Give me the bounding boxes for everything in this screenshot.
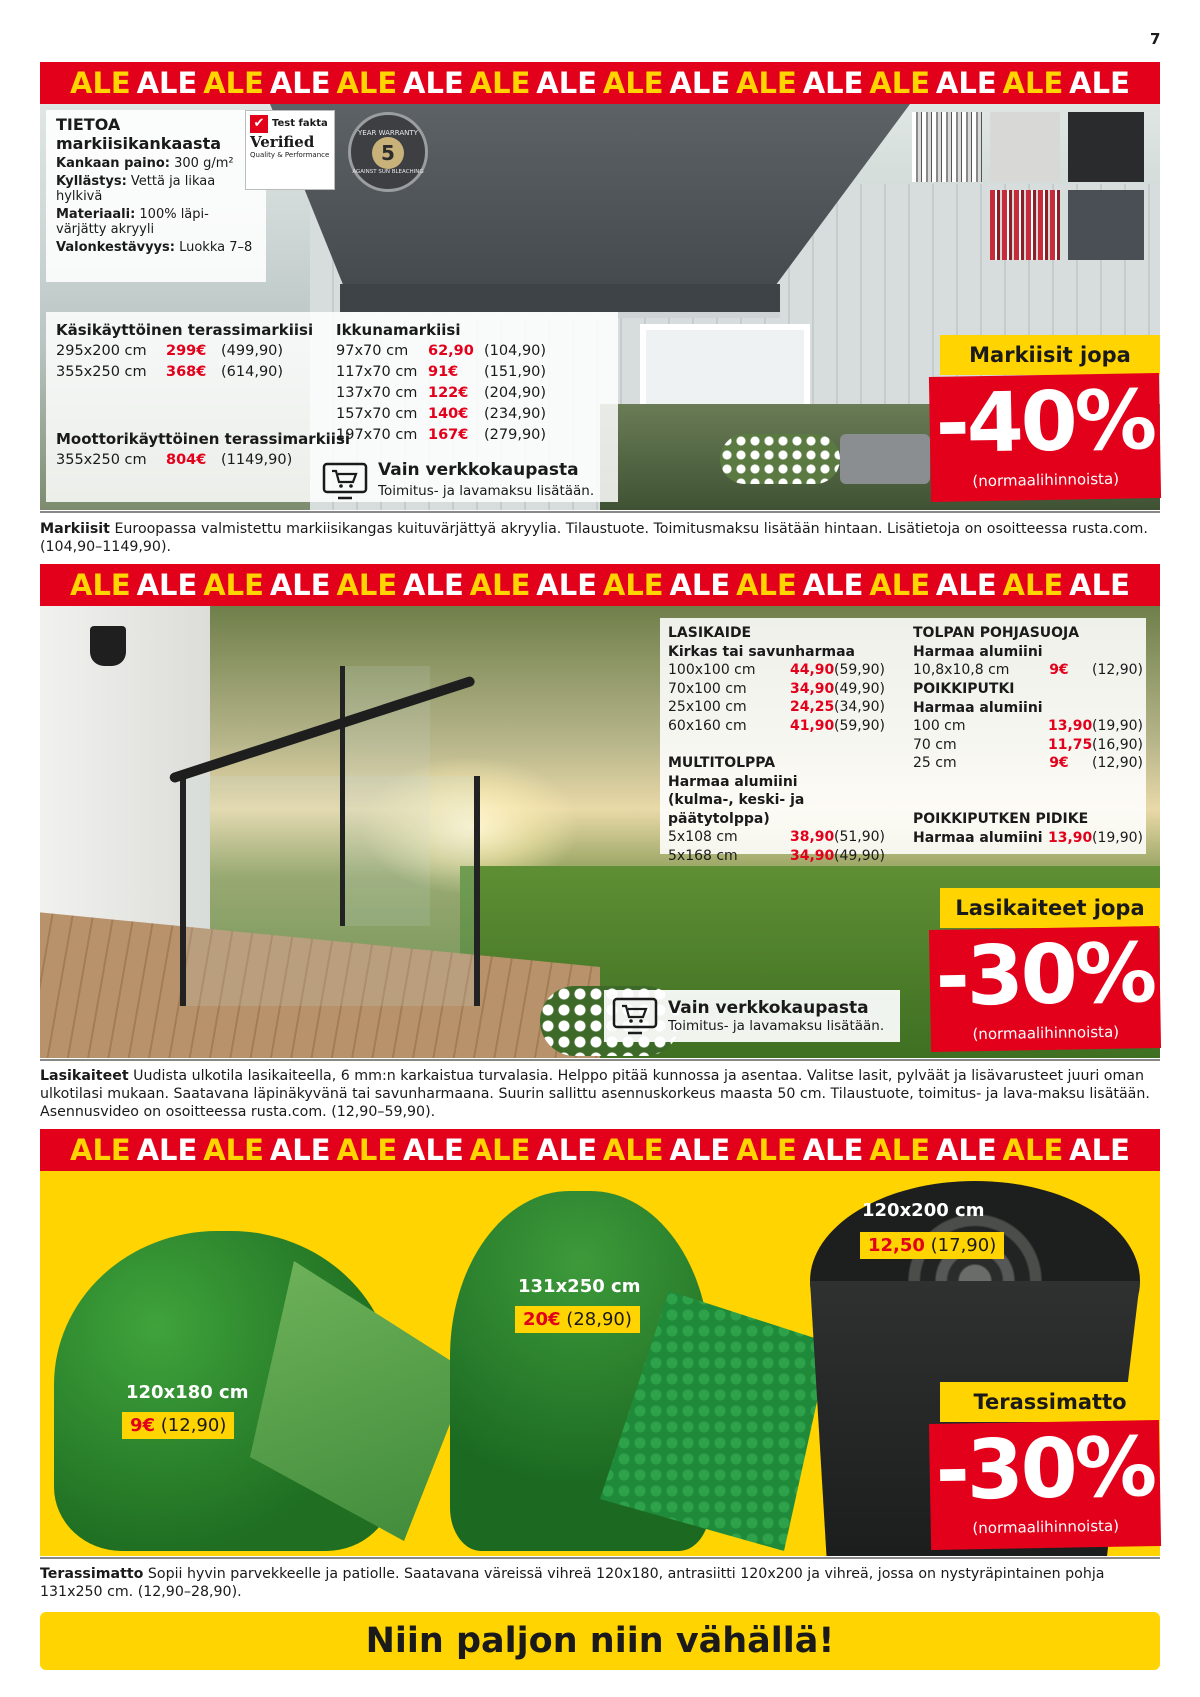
railing-promo-label: Lasikaiteet jopa bbox=[940, 888, 1160, 928]
mat-price-tag: 9€ (12,90) bbox=[122, 1412, 234, 1439]
ale-word: ALE bbox=[269, 66, 331, 100]
fabric-info-box bbox=[46, 110, 266, 282]
ale-word: ALE bbox=[403, 568, 464, 602]
ale-word: ALE bbox=[536, 568, 597, 602]
ale-word: ALE bbox=[403, 66, 464, 100]
ale-word: ALE bbox=[1069, 1133, 1130, 1167]
price-row: 10,8x10,8 cm 9€ (12,90) bbox=[913, 662, 1143, 678]
ale-word: ALE bbox=[602, 66, 664, 100]
price-row: 137x70 cm 122€ (204,90) bbox=[336, 385, 547, 401]
mat-price-tag: 12,50 (17,90) bbox=[860, 1232, 1004, 1259]
ale-word: ALE bbox=[203, 66, 264, 100]
ale-banner bbox=[40, 564, 1160, 606]
price-row: 5x168 cm 34,90 (49,90) bbox=[668, 847, 886, 864]
price-row: 157x70 cm 140€ (234,90) bbox=[336, 406, 547, 422]
multipost-subtitle: (kulma-, keski- ja päätytolppa) bbox=[668, 792, 805, 827]
ale-word: ALE bbox=[669, 568, 731, 602]
ale-word: ALE bbox=[802, 568, 864, 602]
price-row: 5x108 cm 38,90 (51,90) bbox=[668, 829, 886, 845]
info-line: Valonkestävyys: Luokka 7–8 bbox=[56, 240, 253, 255]
price-row: 117x70 cm 91€ (151,90) bbox=[336, 364, 547, 380]
ale-word: ALE bbox=[469, 568, 531, 602]
mat-promo-badge bbox=[929, 1420, 1161, 1550]
ale-word: ALE bbox=[203, 1133, 264, 1167]
mat-promo-percent: -30% bbox=[934, 1420, 1155, 1519]
awning-promo-percent: -40% bbox=[934, 373, 1155, 472]
railing-promo-badge bbox=[929, 926, 1161, 1052]
ale-word: ALE bbox=[935, 66, 997, 100]
ale-word: ALE bbox=[469, 66, 531, 100]
info-title: TIETOA bbox=[56, 115, 121, 134]
ale-word: ALE bbox=[403, 1133, 464, 1167]
price-row: Harmaa alumiini 13,90 (19,90) bbox=[913, 829, 1143, 846]
info-line: Materiaali: 100% läpi-värjätty akryyli bbox=[56, 207, 209, 237]
price-row: 295x200 cm 299€ (499,90) bbox=[56, 343, 284, 359]
ale-word: ALE bbox=[136, 1133, 198, 1167]
ale-word: ALE bbox=[802, 66, 864, 100]
divider bbox=[40, 1059, 1160, 1061]
test-fakta-badge bbox=[245, 110, 335, 190]
multipost-subtitle: Harmaa alumiini bbox=[668, 773, 798, 790]
post-guard-subtitle: Harmaa alumiini bbox=[913, 643, 1043, 660]
manual-awning-title: Käsikäyttöinen terassimarkiisi bbox=[56, 321, 314, 339]
awning-description: Markiisit Euroopassa valmistettu markiisikangas kuituvärjättyä akryylia. Tilaustuote. Toimitusmaksu lisätään hintaan. Lisätietoja on osoitteessa rusta.com. (104,90–1149,90). bbox=[40, 521, 1148, 555]
tube-holder-title: POIKKIPUTKEN PIDIKE bbox=[913, 811, 1089, 827]
slogan-banner: Niin paljon niin vähällä! bbox=[40, 1612, 1160, 1670]
price-row: 97x70 cm 62,90 (104,90) bbox=[336, 343, 547, 359]
ale-word: ALE bbox=[869, 66, 931, 100]
mat-description: Terassimatto Sopii hyvin parvekkeelle ja patiolle. Saatavana väreissä vihreä 120x180, antrasiitti 120x200 ja vihreä, jossa on nystyräpintainen pohja 131x250 cm. (12,90–28,90). bbox=[40, 1566, 1105, 1600]
badge-verified: Verified bbox=[250, 133, 315, 151]
warranty-number: 5 bbox=[372, 137, 404, 169]
railing-subtitle: Kirkas tai savunharmaa bbox=[668, 643, 855, 660]
flowers bbox=[720, 434, 840, 484]
awning-promo-badge bbox=[929, 373, 1161, 502]
mat-promo-label: Terassimatto bbox=[940, 1382, 1160, 1422]
ale-word: ALE bbox=[203, 568, 264, 602]
online-only-title: Vain verkkokaupasta bbox=[378, 460, 579, 480]
ale-word: ALE bbox=[736, 568, 797, 602]
awning-promo-label: Markiisit jopa bbox=[940, 335, 1160, 375]
check-icon: ✔ bbox=[250, 115, 268, 133]
ale-word: ALE bbox=[336, 568, 398, 602]
divider bbox=[40, 511, 1160, 513]
ale-word: ALE bbox=[1002, 568, 1064, 602]
ale-word: ALE bbox=[669, 66, 731, 100]
garden-chair bbox=[840, 434, 930, 484]
ale-word: ALE bbox=[669, 1133, 731, 1167]
railing-title: LASIKAIDE bbox=[668, 625, 752, 641]
swatch-black bbox=[1068, 112, 1144, 182]
railing-promo-sub: (normaalihinnoista) bbox=[972, 1022, 1120, 1044]
awning-price-panel bbox=[46, 312, 618, 502]
badge-quality: Quality & Performance bbox=[250, 151, 330, 159]
ale-word: ALE bbox=[1002, 1133, 1064, 1167]
price-row: 100x100 cm 44,90 (59,90) bbox=[668, 662, 886, 678]
ale-word: ALE bbox=[269, 1133, 331, 1167]
swatch-light-grey bbox=[990, 112, 1060, 182]
ale-word: ALE bbox=[602, 1133, 664, 1167]
window-awning-title: Ikkunamarkiisi bbox=[336, 321, 461, 339]
mat-size-label: 131x250 cm bbox=[518, 1276, 641, 1297]
crosstube-title: POIKKIPUTKI bbox=[913, 681, 1015, 697]
info-line: Kyllästys: Vettä ja likaa hylkivä bbox=[56, 174, 216, 204]
ale-word: ALE bbox=[1069, 568, 1130, 602]
railing-description: Lasikaiteet Uudista ulkotila lasikaiteella, 6 mm:n karkaistua turvalasia. Helppo pitää kunnossa ja asentaa. Valitse lasit, pylväät ja lisävarusteet juuri oman ulkotilasi mukaan. Saatavana läpinäkyvänä tai savunharmaana. Suurin sallittu asennuskorkeus maasta 50 cm. Tilaustuote, toimitus- ja lava-maksu lisätään. Asennusvideo on osoitteessa rusta.com. (12,90–59,90). bbox=[40, 1068, 1150, 1120]
ale-word: ALE bbox=[269, 568, 331, 602]
price-row: 355x250 cm 804€ (1149,90) bbox=[56, 452, 293, 468]
online-only-notice bbox=[322, 460, 594, 502]
glass-panel bbox=[180, 776, 480, 1006]
motor-awning-title: Moottorikäyttöinen terassimarkiisi bbox=[56, 430, 351, 448]
price-row: 70 cm 11,75 (16,90) bbox=[913, 736, 1143, 753]
ale-word: ALE bbox=[802, 1133, 864, 1167]
warranty-seal bbox=[348, 112, 428, 192]
awning-promo-sub: (normaalihinnoista) bbox=[972, 469, 1120, 491]
ale-word: ALE bbox=[70, 66, 131, 100]
post-guard-title: TOLPAN POHJASUOJA bbox=[913, 625, 1080, 641]
shopping-cart-screen-icon bbox=[322, 462, 368, 500]
online-only-notice bbox=[604, 990, 900, 1042]
railing-price-panel bbox=[660, 618, 1146, 864]
ale-word: ALE bbox=[70, 568, 131, 602]
ale-word: ALE bbox=[736, 1133, 797, 1167]
online-only-sub: Toimitus- ja lavamaksu lisätään. bbox=[378, 483, 595, 499]
ale-word: ALE bbox=[935, 568, 997, 602]
swatch-red-stripe bbox=[990, 190, 1060, 260]
mat-size-label: 120x180 cm bbox=[126, 1382, 249, 1403]
crosstube-subtitle: Harmaa alumiini bbox=[913, 699, 1043, 716]
ale-word: ALE bbox=[469, 1133, 531, 1167]
ale-banner bbox=[40, 1129, 1160, 1171]
ale-word: ALE bbox=[136, 66, 198, 100]
price-row: 197x70 cm 167€ (279,90) bbox=[336, 427, 547, 443]
price-row: 70x100 cm 34,90 (49,90) bbox=[668, 680, 886, 697]
ale-word: ALE bbox=[536, 66, 597, 100]
page-number: 7 bbox=[1150, 30, 1161, 48]
price-row: 25 cm 9€ (12,90) bbox=[913, 755, 1143, 771]
ale-word: ALE bbox=[536, 1133, 597, 1167]
badge-test-label: Test fakta bbox=[272, 118, 328, 129]
info-subtitle: markiisikankaasta bbox=[56, 134, 222, 153]
multipost-title: MULTITOLPPA bbox=[668, 755, 776, 771]
warranty-bottom: AGAINST SUN BLEACHING bbox=[352, 169, 424, 175]
ale-word: ALE bbox=[736, 66, 797, 100]
wall-lamp bbox=[90, 626, 126, 666]
price-row: 25x100 cm 24,25 (34,90) bbox=[668, 699, 886, 715]
ale-word: ALE bbox=[602, 568, 664, 602]
shopping-cart-screen-icon bbox=[612, 997, 658, 1035]
ale-word: ALE bbox=[136, 568, 198, 602]
divider bbox=[40, 1557, 1160, 1559]
swatch-grey-stripe bbox=[912, 112, 982, 182]
mat-promo-sub: (normaalihinnoista) bbox=[972, 1516, 1120, 1538]
price-row: 355x250 cm 368€ (614,90) bbox=[56, 364, 284, 380]
ale-word: ALE bbox=[869, 568, 931, 602]
price-row: 60x160 cm 41,90 (59,90) bbox=[668, 717, 886, 734]
ale-word: ALE bbox=[869, 1133, 931, 1167]
ale-banner bbox=[40, 62, 1160, 104]
ale-word: ALE bbox=[935, 1133, 997, 1167]
price-row: 100 cm 13,90 (19,90) bbox=[913, 718, 1143, 734]
ale-word: ALE bbox=[70, 1133, 131, 1167]
mat-price-tag: 20€ (28,90) bbox=[515, 1306, 640, 1333]
online-only-title: Vain verkkokaupasta bbox=[668, 998, 869, 1018]
ale-word: ALE bbox=[1069, 66, 1130, 100]
mat-size-label: 120x200 cm bbox=[862, 1200, 985, 1221]
ale-word: ALE bbox=[336, 1133, 398, 1167]
swatch-dark-grey bbox=[1068, 190, 1144, 260]
ale-word: ALE bbox=[1002, 66, 1064, 100]
ale-word: ALE bbox=[336, 66, 398, 100]
info-line: Kankaan paino: 300 g/m² bbox=[56, 156, 234, 171]
warranty-top: YEAR WARRANTY bbox=[358, 129, 418, 137]
railing-promo-percent: -30% bbox=[934, 926, 1155, 1025]
online-only-sub: Toimitus- ja lavamaksu lisätään. bbox=[668, 1018, 885, 1034]
